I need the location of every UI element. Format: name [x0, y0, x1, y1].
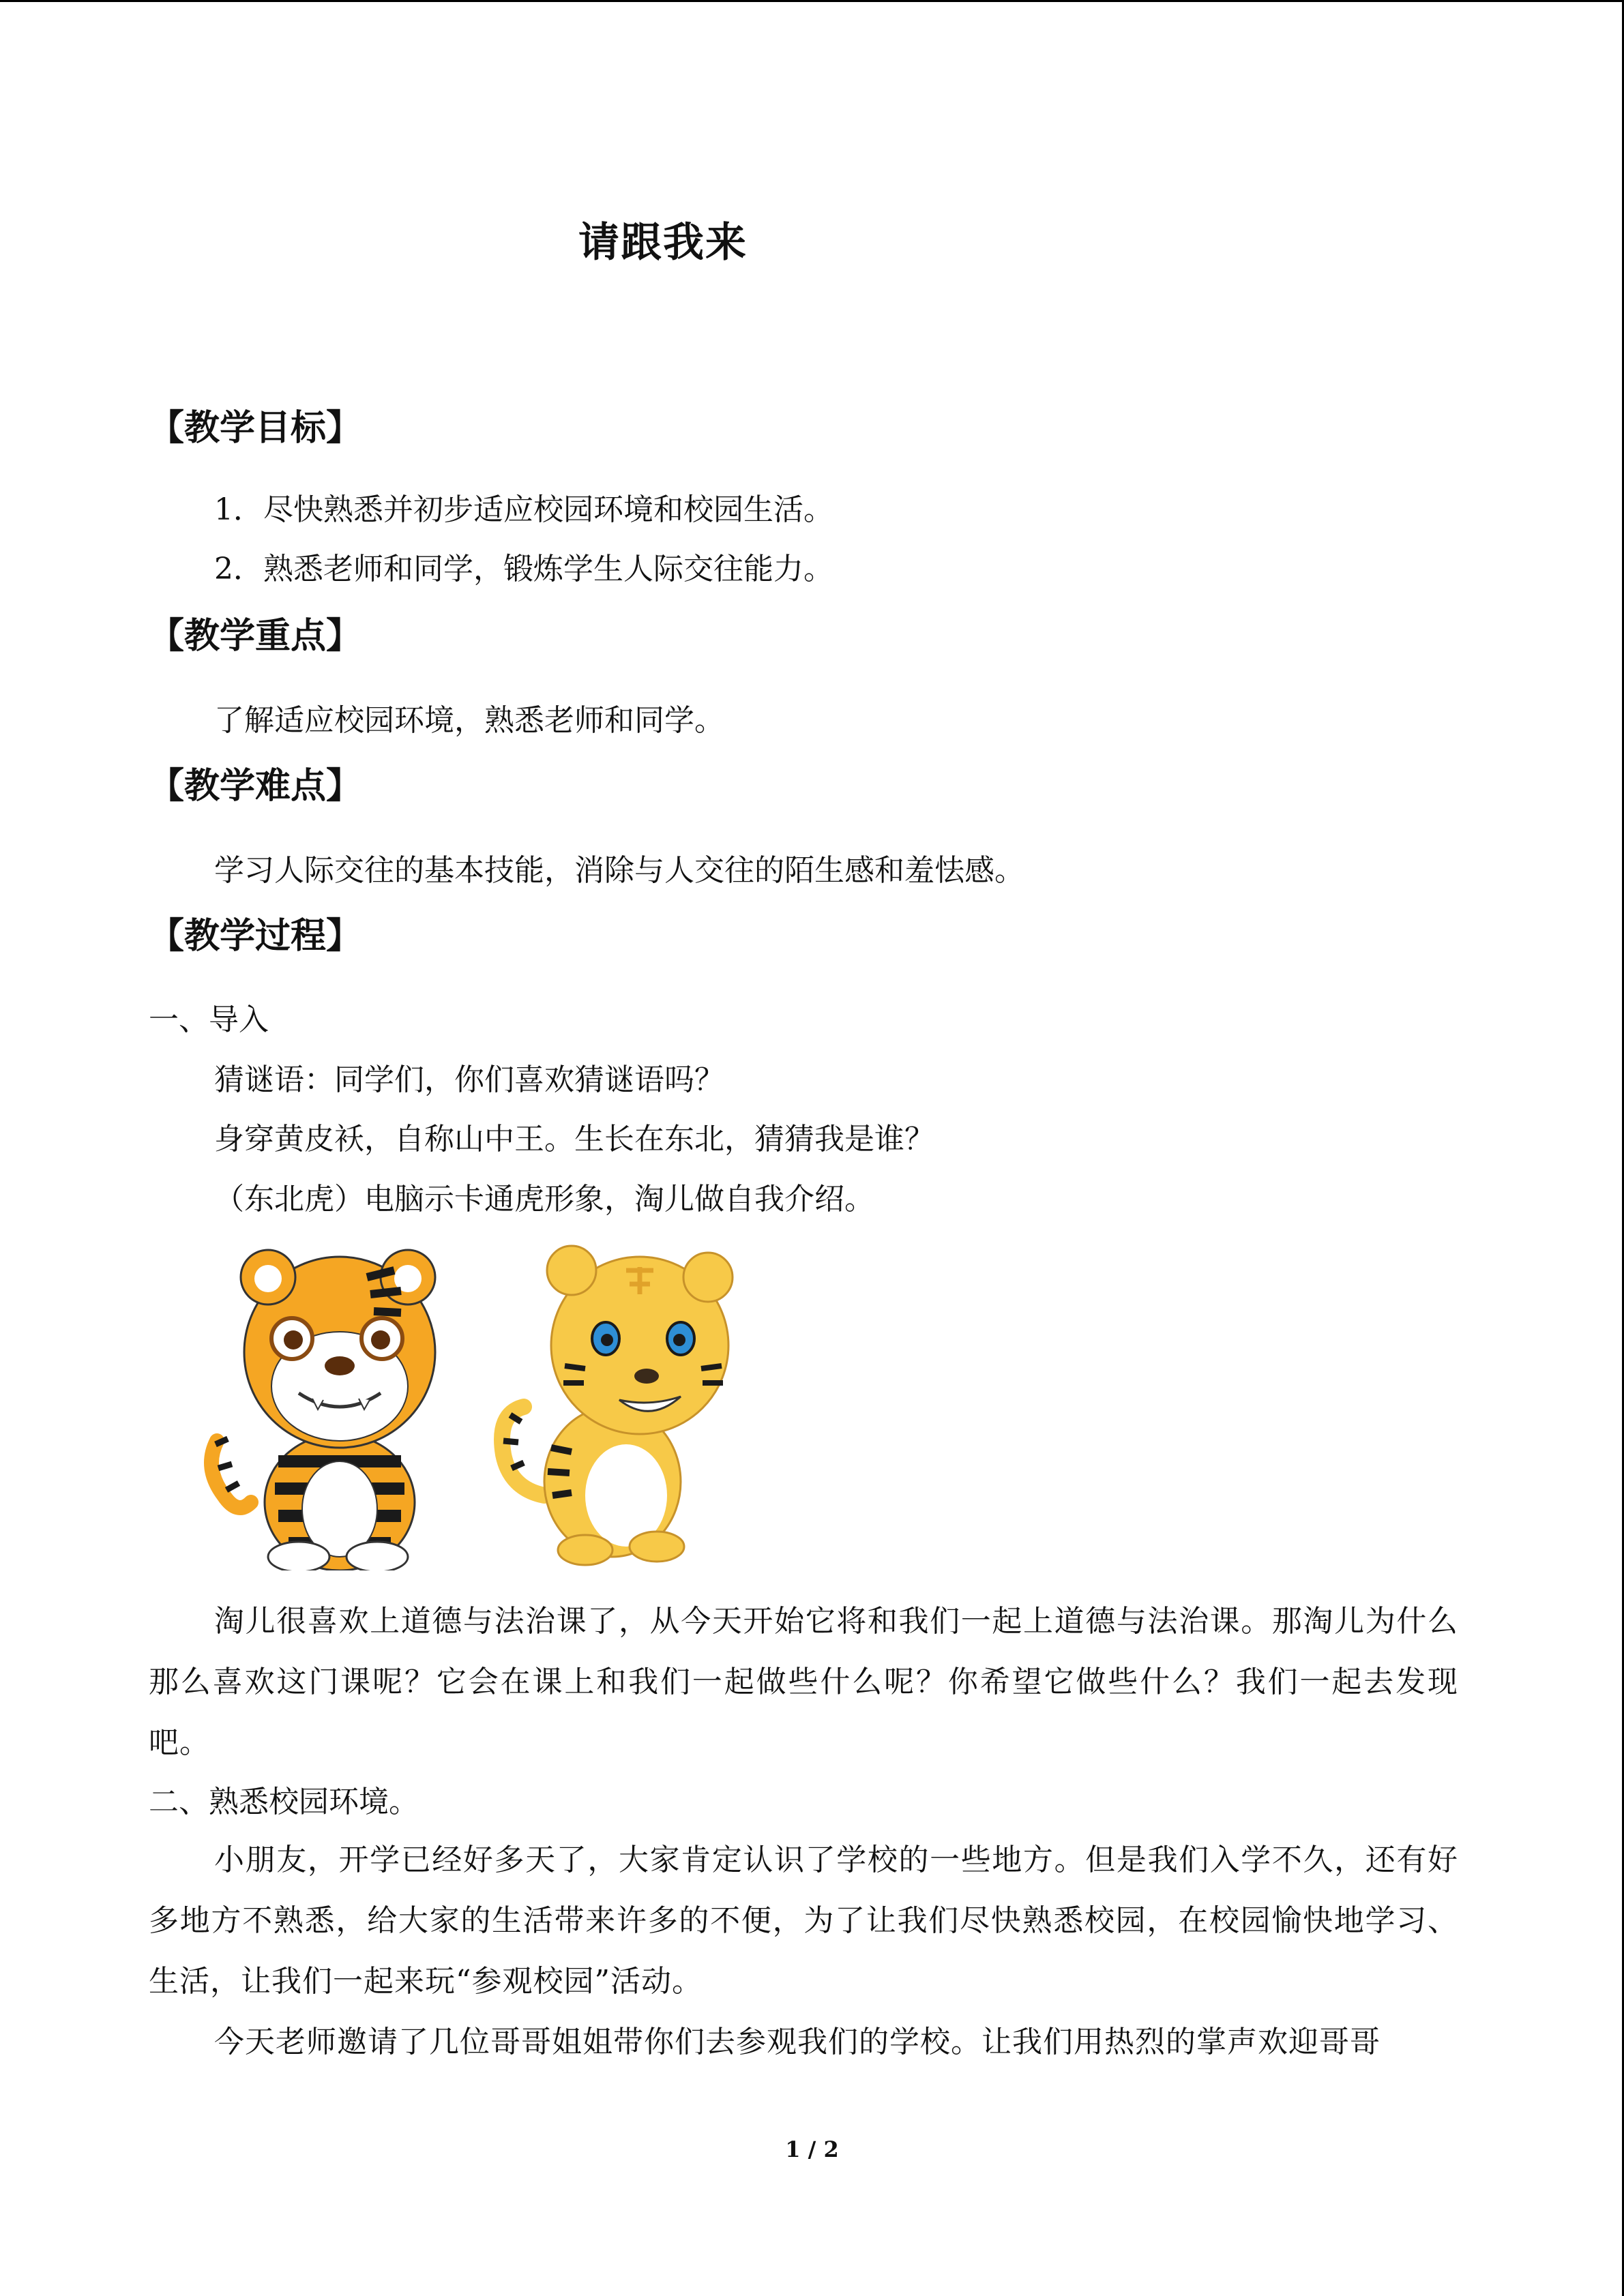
step-2-title: 二、熟悉校园环境。 — [149, 1785, 419, 1819]
goals-heading: 【教学目标】 — [149, 408, 362, 449]
step-2-paragraph-2: 今天老师邀请了几位哥哥姐姐带你们去参观我们的学校。让我们用热烈的掌声欢迎哥哥 — [214, 2025, 1381, 2059]
difficulty-heading: 【教学难点】 — [149, 766, 362, 807]
key-points-text: 了解适应校园环境，熟悉老师和同学。 — [214, 703, 724, 738]
cartoon-tigers-image — [203, 1236, 885, 1570]
difficulty-text: 学习人际交往的基本技能，消除与人交往的陌生感和羞怯感。 — [214, 853, 1024, 888]
process-heading: 【教学过程】 — [149, 916, 362, 957]
page-number: 1 / 2 — [785, 2136, 839, 2162]
step-1-title: 一、导入 — [149, 1002, 269, 1037]
step-1-line-2: 身穿黄皮袄，自称山中王。生长在东北，猜猜我是谁？ — [214, 1122, 934, 1157]
goal-item-2: 2．熟悉老师和同学，锻炼学生人际交往能力。 — [214, 552, 833, 586]
tiger-right-icon — [502, 1246, 733, 1565]
goal-item-1: 1．尽快熟悉并初步适应校园环境和校园生活。 — [214, 492, 833, 527]
tiger-left-icon — [211, 1250, 435, 1570]
step-1-line-1: 猜谜语：同学们，你们喜欢猜谜语吗？ — [214, 1062, 724, 1097]
page-title: 请跟我来 — [578, 219, 748, 267]
key-points-heading: 【教学重点】 — [149, 616, 362, 657]
step-2-paragraph-1: 小朋友，开学已经好多天了，大家肯定认识了学校的一些地方。但是我们入学不久，还有好多地方不熟悉，给大家的生活带来许多的不便，为了让我们尽快熟悉校园，在校园愉快地学习、生活，让我们一起来玩“参观校园”活动。 — [149, 1843, 1458, 1999]
step-1-paragraph: 淘儿很喜欢上道德与法治课了，从今天开始它将和我们一起上道德与法治课。那淘儿为什么那么喜欢这门课呢？它会在课上和我们一起做些什么呢？你希望它做些什么？我们一起去发现吧。 — [149, 1604, 1458, 1760]
step-1-line-3: （东北虎）电脑示卡通虎形象，淘儿做自我介绍。 — [214, 1182, 874, 1217]
